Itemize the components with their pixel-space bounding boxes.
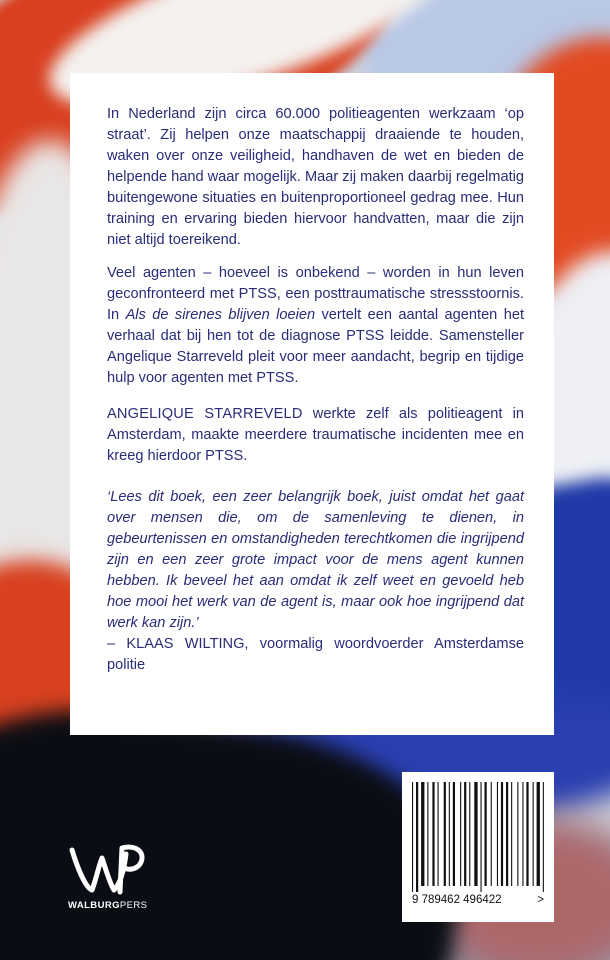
barcode-bar [526,782,528,886]
author-bio [107,404,524,467]
barcode-bar [444,782,446,886]
barcode-bar [469,782,470,886]
barcode-bar [537,782,540,886]
barcode-bar [464,782,466,886]
publisher-name-bold: WALBURG [68,900,120,911]
barcode-bar [449,782,450,886]
barcode-bar [427,782,428,886]
barcode-bar [421,782,424,886]
isbn-digits: 9 789462 496422 [412,894,502,906]
barcode-bar [522,782,523,886]
blurb-paragraph-2 [107,263,524,389]
barcode-bars [412,782,544,892]
publisher-logo [68,840,158,911]
barcode-bar [533,782,534,886]
barcode-bar [497,782,498,886]
blurb-paragraph-1: In Nederland zijn circa 60.000 politieagenten werkzaam ‘op straat’. Zij helpen onze maatschappij draaiende te houden, waken over onze veiligheid, handhaven de wet en bieden de helpende hand waar mogelijk. Maar zij maken daarbij regelmatig buitengewone situaties en buitenproportioneel gedrag mee. Hun training en ervaring bieden hiervoor handvatten, maar die zijn niet altijd toereikend. [107,106,524,248]
barcode-bar [543,782,544,892]
blurb-paragraph-2-part-1: Veel agenten – hoeveel is onbekend – worden in hun leven geconfronteerd met PTSS, een posttraumatische stressstoornis. In [107,265,524,323]
book-title: Als de sirenes blijven loeien [125,307,316,323]
publisher-name [68,900,158,911]
barcode-bar [432,782,434,886]
author-name: ANGELIQUE STARREVELD [107,406,303,422]
author-bio-text: werkte zelf als politieagent in Amsterdam, maakte meerdere traumatische incidenten mee en kreeg hierdoor PTSS. [107,406,524,464]
back-cover-text-panel [70,73,554,735]
blurb-paragraph-2-part-2: vertelt een aantal agenten het verhaal dat bij hen tot de diagnose PTSS leidde. Samensteller Angelique Starreveld pleit voor meer aandacht, begrip en tijdige hulp voor agenten met PTSS. [107,307,524,386]
endorsement-attribution: – KLAAS WILTING, voormalig woordvoerder Amsterdamse politie [107,636,524,673]
barcode-bar [453,782,455,886]
barcode-bar [438,782,439,886]
walburgpers-logo-icon [68,840,148,896]
barcode-bar [501,782,503,886]
barcode-bar [412,782,413,892]
barcode-bar [506,782,508,886]
barcode-bar [474,782,477,886]
barcode-bar [517,782,518,886]
barcode-bar [481,782,482,892]
isbn-barcode [402,772,554,922]
endorsement-quote: ‘Lees dit boek, een zeer belangrijk boek, juist omdat het gaat over mensen die, om de samenleving te dienen, in gebeurtenissen en omstandigheden terechtkomen die ingrijpend zijn en een zeer grote impact voor de mens agent kunnen hebben. Ik beveel het aan omdat ik zelf weet en gevoeld heb hoe mooi het werk van de agent is, maar ook hoe ingrijpend dat werk kan zijn.’ [107,489,524,631]
barcode-bar [416,782,418,892]
isbn-arrow: > [537,894,544,906]
barcode-bar [491,782,492,886]
barcode-bar [511,782,512,886]
barcode-bar [485,782,487,886]
barcode-bar [460,782,461,886]
publisher-name-light: PERS [119,900,148,911]
